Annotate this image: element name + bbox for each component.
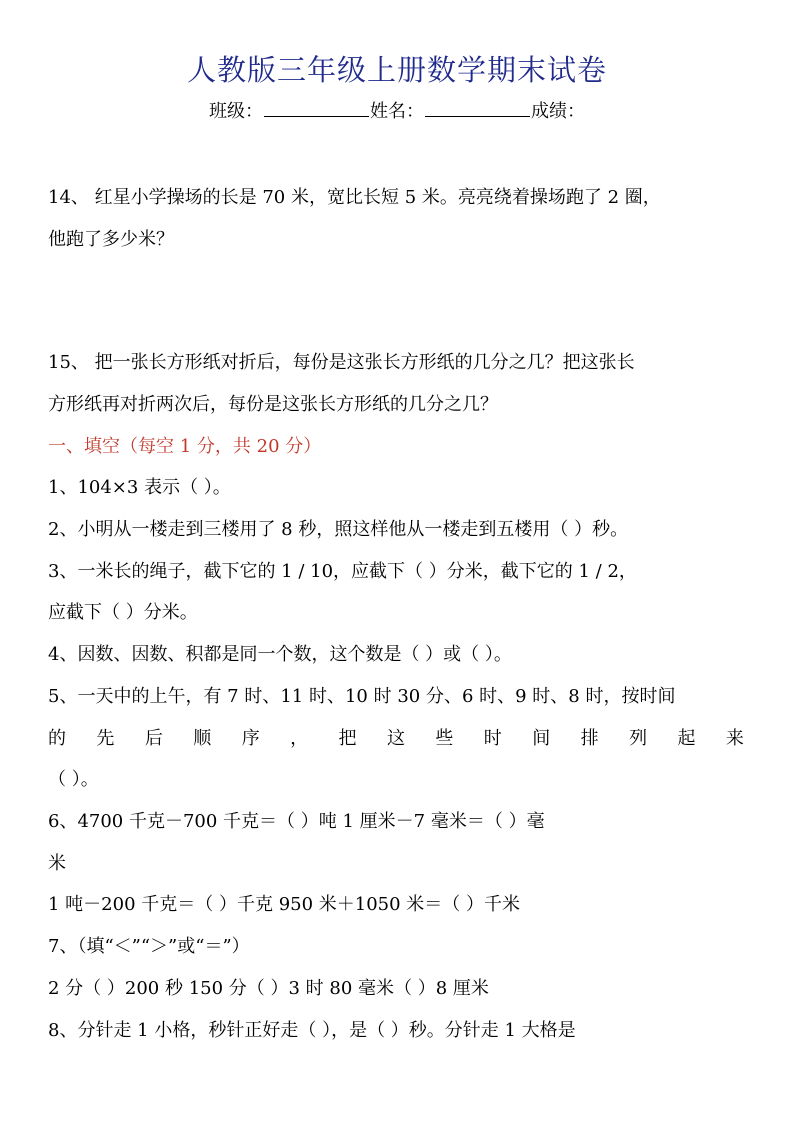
spread-char: 排 — [580, 728, 599, 749]
fill-item-1: 1、104×3 表示（ ）。 — [48, 477, 231, 498]
fill-item-5-line-3: （ ）。 — [48, 769, 99, 790]
spread-char: 先 — [96, 728, 115, 749]
class-label: 班级： — [209, 101, 263, 122]
page-title: 人教版三年级上册数学期末试卷 — [186, 53, 607, 87]
fill-item-3-line-2: 应截下（ ）分米。 — [48, 602, 198, 623]
spread-char: 把 — [338, 728, 357, 749]
fill-item-3-line-1: 3、一米长的绳子，截下它的 1 / 10，应截下（ ）分米，截下它的 1 / 2， — [48, 561, 637, 582]
fill-item-6-line-3: 1 吨－200 千克＝（ ）千克 950 米＋1050 米＝（ ）千米 — [48, 894, 521, 915]
spread-char: 的 — [48, 728, 66, 749]
spread-char: 这 — [386, 728, 405, 749]
spread-char: 时 — [483, 728, 502, 749]
fill-item-8: 8、分针走 1 小格，秒针正好走（ ），是（ ）秒。分针走 1 大格是 — [48, 1020, 576, 1041]
section-1-heading: 一、填空（每空 1 分，共 20 分） — [48, 436, 322, 457]
fill-item-6-line-1: 6、4700 千克－700 千克＝（ ）吨 1 厘米－7 毫米＝（ ）毫 — [48, 811, 545, 832]
spread-char: 些 — [435, 728, 454, 749]
question-14-line-1: 14、 红星小学操场的长是 70 米，宽比长短 5 米。亮亮绕着操场跑了 2 圈， — [48, 187, 661, 208]
spread-char: 序 — [241, 728, 260, 749]
student-info-row — [0, 97, 794, 123]
spread-char: ， — [290, 728, 309, 749]
fill-item-7-heading: 7、（填“＜”“＞”或“＝”） — [48, 936, 250, 957]
name-label: 姓名： — [370, 101, 424, 122]
fill-item-2: 2、小明从一楼走到三楼用了 8 秒，照这样他从一楼走到五楼用（ ）秒。 — [48, 519, 629, 540]
spread-char: 后 — [144, 728, 163, 749]
fill-item-6-line-2: 米 — [48, 853, 66, 874]
name-blank[interactable] — [425, 98, 530, 117]
fill-item-4: 4、因数、因数、积都是同一个数，这个数是（ ）或（ ）。 — [48, 644, 512, 665]
question-15-line-2: 方形纸再对折两次后，每份是这张长方形纸的几分之几？ — [48, 394, 498, 415]
class-blank[interactable] — [264, 98, 369, 117]
score-label: 成绩： — [531, 101, 585, 122]
fill-item-5-line-1: 5、一天中的上午，有 7 时、11 时、10 时 30 分、6 时、9 时、8 时，按时间 — [48, 686, 676, 707]
question-14-line-2: 他跑了多少米？ — [48, 229, 174, 250]
spread-char: 来 — [725, 728, 744, 749]
spread-char: 顺 — [193, 728, 212, 749]
spread-char: 列 — [629, 728, 648, 749]
fill-item-5-line-2 — [48, 724, 744, 750]
spread-char: 起 — [677, 728, 696, 749]
question-15-line-1: 15、 把一张长方形纸对折后，每份是这张长方形纸的几分之几？把这张长 — [48, 352, 635, 373]
fill-item-7-comparisons: 2 分（ ）200 秒 150 分（ ）3 时 80 毫米（ ）8 厘米 — [48, 978, 489, 999]
spread-char: 间 — [532, 728, 551, 749]
